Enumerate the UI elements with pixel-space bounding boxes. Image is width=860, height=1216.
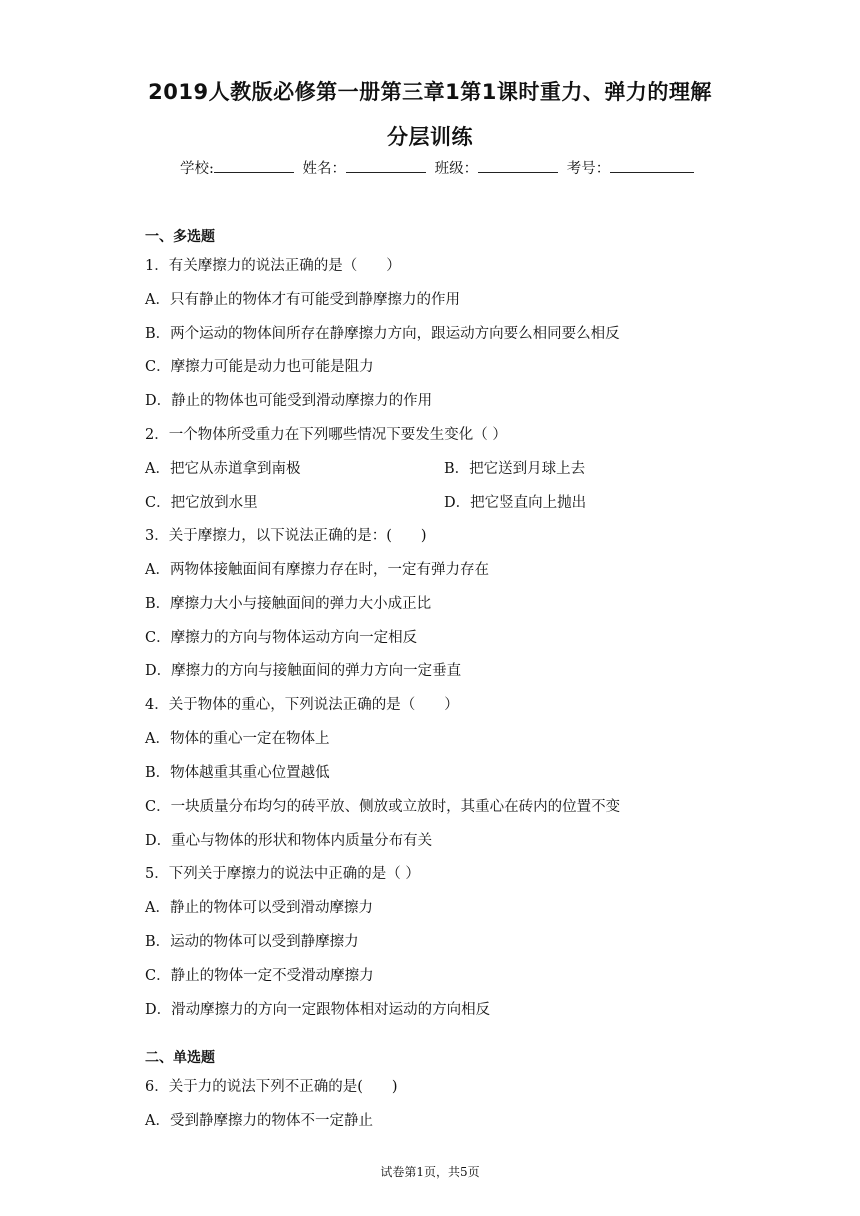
question-1-stem: 1．有关摩擦力的说法正确的是（ ） bbox=[145, 258, 401, 274]
class-blank[interactable] bbox=[478, 158, 558, 173]
school-label: 学校: bbox=[180, 161, 214, 177]
name-label: 姓名： bbox=[302, 161, 346, 177]
question-5-option-b: B．运动的物体可以受到静摩擦力 bbox=[145, 934, 359, 950]
question-4-option-c: C．一块质量分布均匀的砖平放、侧放或立放时，其重心在砖内的位置不变 bbox=[145, 799, 621, 815]
question-6-stem: 6．关于力的说法下列不正确的是( ) bbox=[145, 1079, 398, 1095]
question-3-option-d: D．摩擦力的方向与接触面间的弹力方向一定垂直 bbox=[145, 663, 462, 679]
question-2-option-c: C．把它放到水里 bbox=[145, 495, 258, 511]
question-2-stem: 2．一个物体所受重力在下列哪些情况下要发生变化（ ） bbox=[145, 427, 507, 443]
question-5-option-a: A．静止的物体可以受到滑动摩擦力 bbox=[145, 900, 373, 916]
question-1-option-a: A．只有静止的物体才有可能受到静摩擦力的作用 bbox=[145, 292, 460, 308]
section-heading-multiple-choice: 一、多选题 bbox=[145, 229, 215, 245]
question-1-option-b: B．两个运动的物体间所存在静摩擦力方向，跟运动方向要么相同要么相反 bbox=[145, 326, 620, 342]
question-3-option-a: A．两物体接触面间有摩擦力存在时，一定有弹力存在 bbox=[145, 562, 489, 578]
question-4-option-d: D．重心与物体的形状和物体内质量分布有关 bbox=[145, 833, 433, 849]
section-heading-single-choice: 二、单选题 bbox=[145, 1050, 215, 1066]
document-title-line2: 分层训练 bbox=[387, 125, 473, 149]
question-5-option-d: D．滑动摩擦力的方向一定跟物体相对运动的方向相反 bbox=[145, 1002, 491, 1018]
exam-no-blank[interactable] bbox=[610, 158, 694, 173]
student-info-line bbox=[180, 157, 698, 178]
document-title-line1: 2019人教版必修第一册第三章1第1课时重力、弹力的理解 bbox=[148, 80, 712, 104]
school-blank[interactable] bbox=[214, 158, 294, 173]
exam-no-label: 考号： bbox=[566, 161, 611, 177]
question-6-option-a: A．受到静摩擦力的物体不一定静止 bbox=[145, 1113, 373, 1129]
question-1-option-d: D．静止的物体也可能受到滑动摩擦力的作用 bbox=[145, 393, 433, 409]
page-footer: 试卷第1页，共5页 bbox=[380, 1165, 480, 1179]
question-4-option-b: B．物体越重其重心位置越低 bbox=[145, 765, 330, 781]
class-label: 班级： bbox=[434, 161, 479, 177]
name-blank[interactable] bbox=[346, 158, 426, 173]
question-2-option-a: A．把它从赤道拿到南极 bbox=[145, 461, 301, 477]
question-2-option-b: B．把它送到月球上去 bbox=[444, 461, 586, 477]
question-3-option-b: B．摩擦力大小与接触面间的弹力大小成正比 bbox=[145, 596, 432, 612]
question-1-option-c: C．摩擦力可能是动力也可能是阻力 bbox=[145, 359, 374, 375]
question-4-option-a: A．物体的重心一定在物体上 bbox=[145, 731, 330, 747]
question-3-option-c: C．摩擦力的方向与物体运动方向一定相反 bbox=[145, 630, 418, 646]
question-4-stem: 4．关于物体的重心，下列说法正确的是（ ） bbox=[145, 697, 459, 713]
question-5-option-c: C．静止的物体一定不受滑动摩擦力 bbox=[145, 968, 374, 984]
question-5-stem: 5．下列关于摩擦力的说法中正确的是（ ） bbox=[145, 866, 420, 882]
question-3-stem: 3．关于摩擦力，以下说法正确的是：( ) bbox=[145, 528, 427, 544]
question-2-option-d: D．把它竖直向上抛出 bbox=[444, 495, 587, 511]
